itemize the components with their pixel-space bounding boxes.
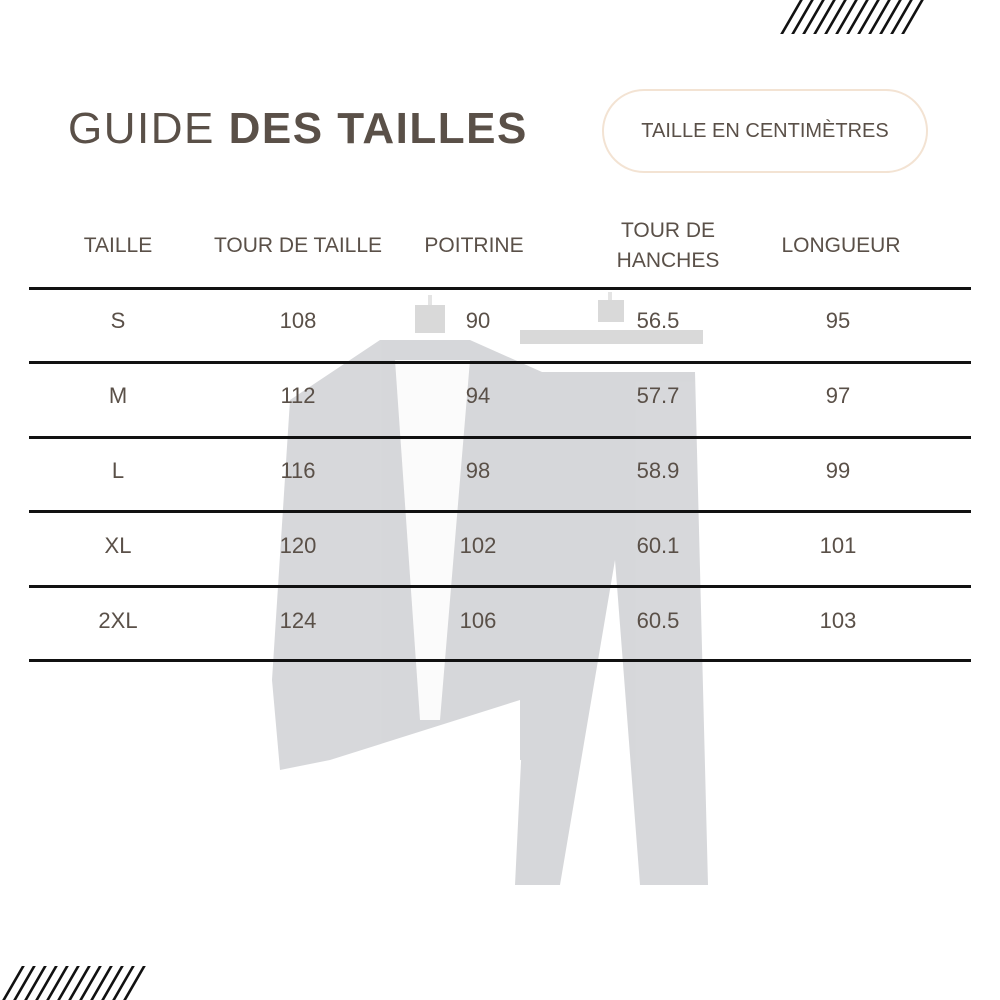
row-divider (29, 361, 971, 364)
table-cell: 108 (279, 308, 317, 333)
table-cell: 120 (279, 533, 317, 558)
table-cell: 95 (825, 308, 851, 333)
table-cell: 102 (459, 533, 497, 558)
table-cell: 116 (280, 458, 316, 483)
table-cell: 97 (825, 383, 851, 408)
column-header-taille: TAILLE (83, 234, 153, 257)
row-divider (29, 510, 971, 513)
column-header-poitrine: POITRINE (424, 234, 524, 257)
table-cell: 58.9 (636, 458, 680, 483)
table-cell: 56.5 (636, 308, 680, 333)
unit-badge: TAILLE EN CENTIMÈTRES (602, 89, 928, 173)
table-cell: 106 (459, 608, 497, 633)
table-cell: 94 (465, 383, 491, 408)
table-cell: XL (104, 533, 132, 558)
table-cell: L (111, 458, 125, 483)
page-title: GUIDE DES TAILLES (68, 104, 528, 153)
table-cell: 101 (819, 533, 857, 558)
table-cell: 60.1 (636, 533, 680, 558)
table-cell: 57.7 (636, 383, 680, 408)
column-header-tour-de-hanches: TOUR DE HANCHES (616, 219, 720, 272)
row-divider (29, 287, 971, 290)
column-header-longueur: LONGUEUR (781, 234, 901, 257)
table-cell: 2XL (98, 608, 138, 633)
table-cell: 60.5 (636, 608, 680, 633)
table-cell: 99 (825, 458, 851, 483)
row-divider (29, 659, 971, 662)
table-cell: S (110, 308, 126, 333)
table-cell: M (108, 383, 128, 408)
row-divider (29, 585, 971, 588)
column-header-tour-de-taille: TOUR DE TAILLE (213, 234, 383, 257)
table-cell: 103 (819, 608, 857, 633)
table-cell: 124 (279, 608, 317, 633)
row-divider (29, 436, 971, 439)
table-cell: 90 (465, 308, 491, 333)
table-cell: 98 (465, 458, 491, 483)
table-cell: 112 (280, 383, 316, 408)
